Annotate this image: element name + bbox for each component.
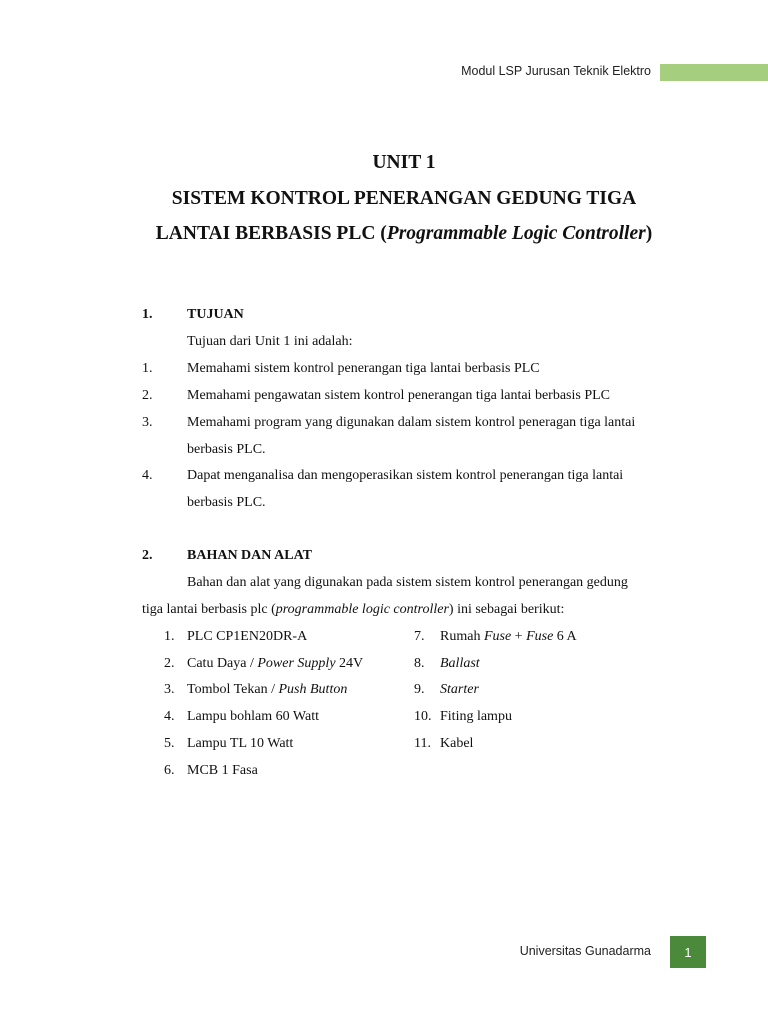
material-9-text: Starter — [440, 682, 479, 697]
objective-4-text-line-2: berbasis PLC. — [187, 495, 266, 510]
title-line-2-prefix: LANTAI BERBASIS PLC ( — [155, 223, 387, 244]
material-2-number: 2. — [164, 656, 175, 671]
material-1-text — [187, 629, 307, 645]
material-2-label: Catu Daya / — [187, 656, 258, 671]
material-6-text: MCB 1 Fasa — [187, 763, 258, 778]
objective-1-text: Memahami sistem kontrol penerangan tiga lantai berbasis PLC — [187, 361, 540, 376]
material-5-number: 5. — [164, 736, 175, 751]
material-3-number: 3. — [164, 682, 175, 697]
material-7-text — [440, 629, 577, 645]
material-7-italic-1: Fuse — [483, 629, 512, 644]
objective-3-text-line-2: berbasis PLC. — [187, 442, 266, 457]
title-line-2-italic: Programmable Logic Controller — [386, 223, 646, 244]
objective-2-text: Memahami pengawatan sistem kontrol penerangan tiga lantai berbasis PLC — [187, 388, 610, 403]
section-2-number: 2. — [142, 548, 153, 563]
material-3-italic: Push Button — [278, 682, 348, 697]
material-5-text: Lampu TL 10 Watt — [187, 736, 294, 751]
material-10-text: Fiting lampu — [440, 709, 512, 724]
material-8-text: Ballast — [440, 656, 480, 671]
unit-title: UNIT 1 — [372, 152, 436, 173]
material-2-suffix: 24V — [335, 656, 364, 671]
material-4-number: 4. — [164, 709, 175, 724]
material-1-label: PLC CP1EN20DR-A — [187, 629, 308, 644]
objective-4-number: 4. — [142, 468, 153, 483]
title-line-1: SISTEM KONTROL PENERANGAN GEDUNG TIGA — [171, 187, 637, 209]
section-2-paragraph-line-2 — [142, 602, 564, 618]
material-3-text — [187, 682, 347, 698]
material-7-number: 7. — [414, 629, 425, 644]
section-1-heading: TUJUAN — [187, 307, 244, 322]
objective-1-number: 1. — [142, 361, 153, 376]
material-2-italic: Power Supply — [257, 656, 336, 671]
objective-3-number: 3. — [142, 415, 153, 430]
material-4-text: Lampu bohlam 60 Watt — [187, 709, 319, 724]
material-1-number: 1. — [164, 629, 175, 644]
objective-4-text-line-1: Dapat menganalisa dan mengoperasikan sistem kontrol penerangan tiga lantai — [187, 468, 624, 483]
material-7-suffix: 6 A — [553, 629, 577, 644]
paragraph-line-2-prefix: tiga lantai berbasis plc ( — [142, 602, 276, 617]
material-7-plus: + — [511, 629, 527, 644]
page-number: 1 — [684, 944, 692, 960]
section-1-number: 1. — [142, 307, 153, 322]
material-2-text — [187, 656, 363, 672]
objective-2-number: 2. — [142, 388, 153, 403]
running-header: Modul LSP Jurusan Teknik Elektro — [461, 64, 651, 78]
material-7-italic-2: Fuse — [526, 629, 554, 644]
footer-university: Universitas Gunadarma — [519, 944, 651, 958]
material-10-number: 10. — [414, 709, 432, 724]
title-line-2 — [0, 216, 768, 252]
title-line-2-suffix: ) — [645, 223, 653, 244]
page-number-badge — [670, 936, 706, 968]
material-11-text: Kabel — [440, 736, 474, 751]
material-8-number: 8. — [414, 656, 425, 671]
section-2-heading: BAHAN DAN ALAT — [187, 548, 312, 563]
material-3-label: Tombol Tekan / — [187, 682, 279, 697]
section-1-intro: Tujuan dari Unit 1 ini adalah: — [187, 334, 353, 349]
objective-3-text-line-1: Memahami program yang digunakan dalam sistem kontrol peneragan tiga lantai — [187, 415, 636, 430]
paragraph-line-2-italic: programmable logic controller — [275, 602, 449, 617]
section-2-paragraph-line-1: Bahan dan alat yang digunakan pada sistem sistem kontrol penerangan gedung — [187, 575, 628, 590]
material-11-number: 11. — [414, 736, 431, 751]
material-6-number: 6. — [164, 763, 175, 778]
document-title — [0, 145, 768, 252]
material-7-label: Rumah — [440, 629, 484, 644]
header-accent-bar — [660, 64, 768, 81]
material-9-number: 9. — [414, 682, 425, 697]
paragraph-line-2-suffix: ) ini sebagai berikut: — [448, 602, 565, 617]
